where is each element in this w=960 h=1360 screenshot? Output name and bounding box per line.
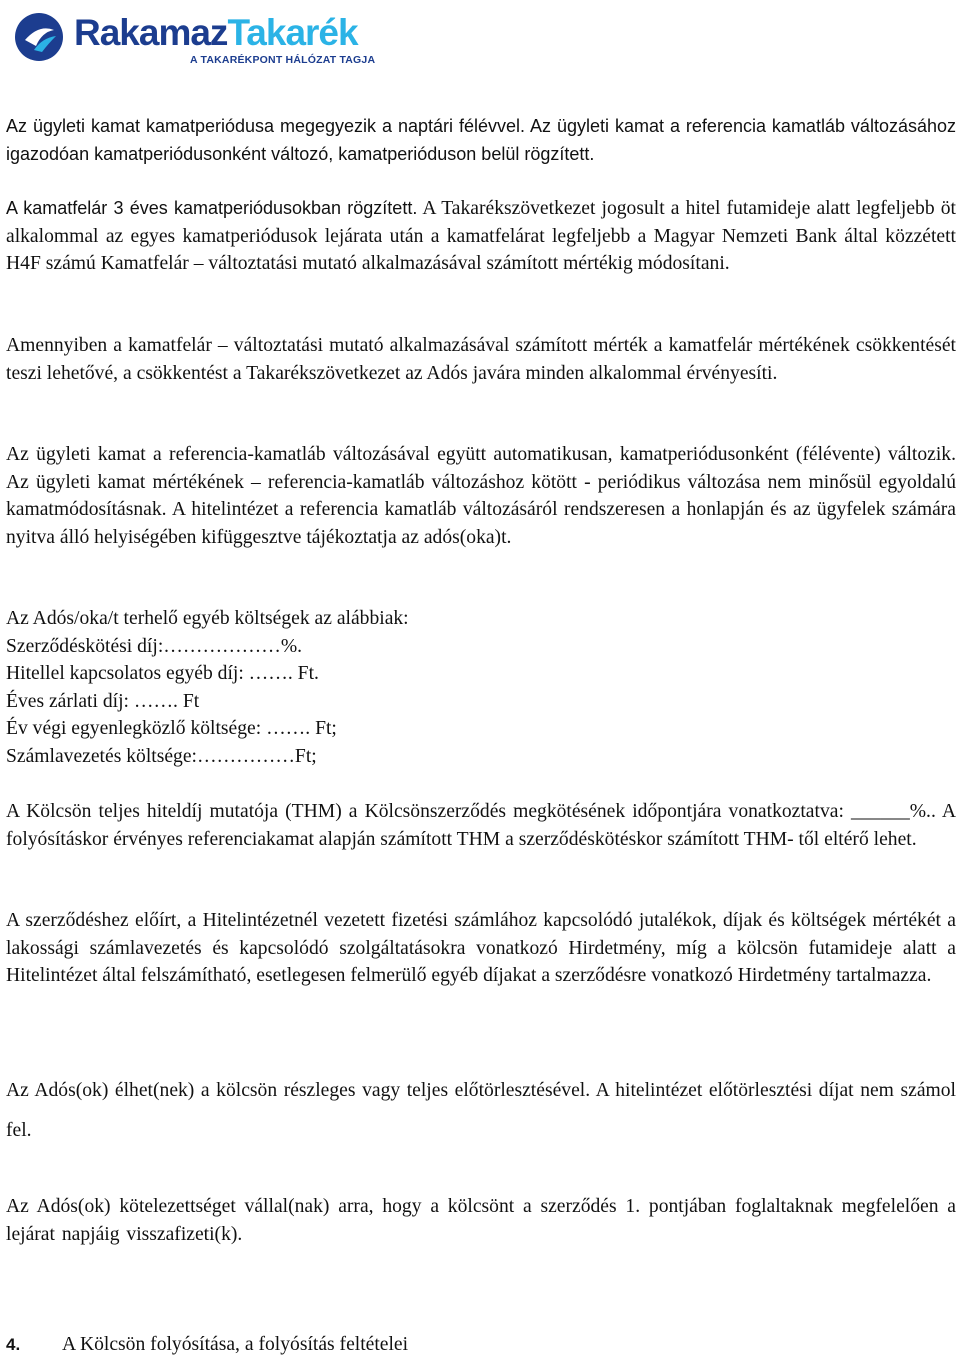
paragraph-margin-reduction: Amennyiben a kamatfelár – változtatási mutató alkalmazásával számított mérték a kamatfelár mértékének csökkentését teszi lehetővé, a csökkentést a Takarékszövetkezet az Adós javára minden alkalommal érvényesíti.: [6, 335, 956, 384]
cost-contract-fee: Szerződéskötési díj:………………%.: [6, 635, 303, 657]
section-title: A Kölcsön folyósítása, a folyósítás feltételei: [62, 1334, 409, 1355]
bank-name-part2: Takarék: [227, 12, 358, 53]
cost-year-end-balance-fee: Év végi egyenlegközlő költsége: ……. Ft;: [6, 718, 337, 739]
cost-account-keeping-fee: Számlavezetés költsége:……………Ft;: [6, 745, 317, 767]
cost-annual-closing-fee: Éves zárlati díj: ……. Ft: [6, 690, 200, 712]
section-heading: [6, 1331, 408, 1359]
section-number: 4.: [6, 1335, 21, 1354]
paragraph-thm: A Kölcsön teljes hiteldíj mutatója (THM) a Kölcsönszerződés megkötésének időpontjára vonatkoztatva: ______%.. A folyósításkor érvényes referenciakamat alapján számított THM a szerződéskötéskor számított THM- től eltérő lehet.: [6, 801, 956, 850]
paragraph-margin-fixed: [6, 195, 956, 278]
bank-logo: [12, 10, 376, 68]
paragraph-margin-fixed-rest: A Takarékszövetkezet jogosult a hitel futamideje alatt legfeljebb öt alkalommal az egyes kamatperiódusok lejárata után a kamatfelárat legfeljebb a Magyar Nemzeti Bank által közzétett H4F számú Kamatfelár – változtatási mutató alkalmazásával számított mértékig módosítani.: [6, 198, 956, 274]
paragraph-repayment: Az Adós(ok) kötelezettséget vállal(nak) arra, hogy a kölcsönt a szerződés 1. pontjában foglaltaknak megfelelően a lejárat napjáig visszafizeti(k).: [6, 1196, 956, 1245]
bank-name: [74, 12, 358, 54]
bank-name-part1: Rakamaz: [74, 12, 228, 53]
other-costs-block: [6, 605, 956, 770]
paragraph-fees-announcement: A szerződéshez előírt, a Hitelintézetnél vezetett fizetési számlához kapcsolódó jutalékok, díjak és költségek mértékét a lakossági számlavezetés és kapcsolódó szolgáltatásokra vonatkozó Hirdetmény, míg a kölcsön futamideje alatt a Hitelintézet által felszámítható, esetlegesen felmerülő egyéb díjakat a szerződésre vonatkozó Hirdetmény tartalmazza.: [6, 910, 956, 986]
bank-tagline: A TAKARÉKPONT HÁLÓZAT TAGJA: [190, 54, 376, 66]
paragraph-margin-fixed-start: A kamatfelár 3 éves kamatperiódusokban rögzített.: [6, 198, 418, 218]
paragraph-rate-change: Az ügyleti kamat a referencia-kamatláb változásával együtt automatikusan, kamatperiódusonként (félévente) változik. Az ügyleti kamat mértékének – referencia-kamatláb változáshoz kötött - periódikus változása nem minősül egyoldalú kamatmódosításnak. A hitelintézet a referencia kamatláb változásáról rendszeresen a honlapján és az ügyfelek számára nyitva álló helyiségében kifüggesztve tájékoztatja az adós(oka)t.: [6, 444, 956, 548]
cost-other-loan-fee: Hitellel kapcsolatos egyéb díj: ……. Ft.: [6, 663, 319, 684]
other-costs-intro: Az Adós/oka/t terhelő egyéb költségek az alábbiak:: [6, 608, 409, 629]
rakamaz-takarek-logo-icon: [12, 10, 66, 64]
paragraph-prepayment: Az Adós(ok) élhet(nek) a kölcsön részleges vagy teljes előtörlesztésével. A hitelintézet előtörlesztési díjat nem számol fel.: [6, 1080, 956, 1141]
paragraph-interest-period: Az ügyleti kamat kamatperiódusa megegyezik a naptári félévvel. Az ügyleti kamat a referencia kamatláb változásához igazodóan kamatperiódusonként változó, kamatperióduson belül rögzített.: [6, 116, 956, 164]
